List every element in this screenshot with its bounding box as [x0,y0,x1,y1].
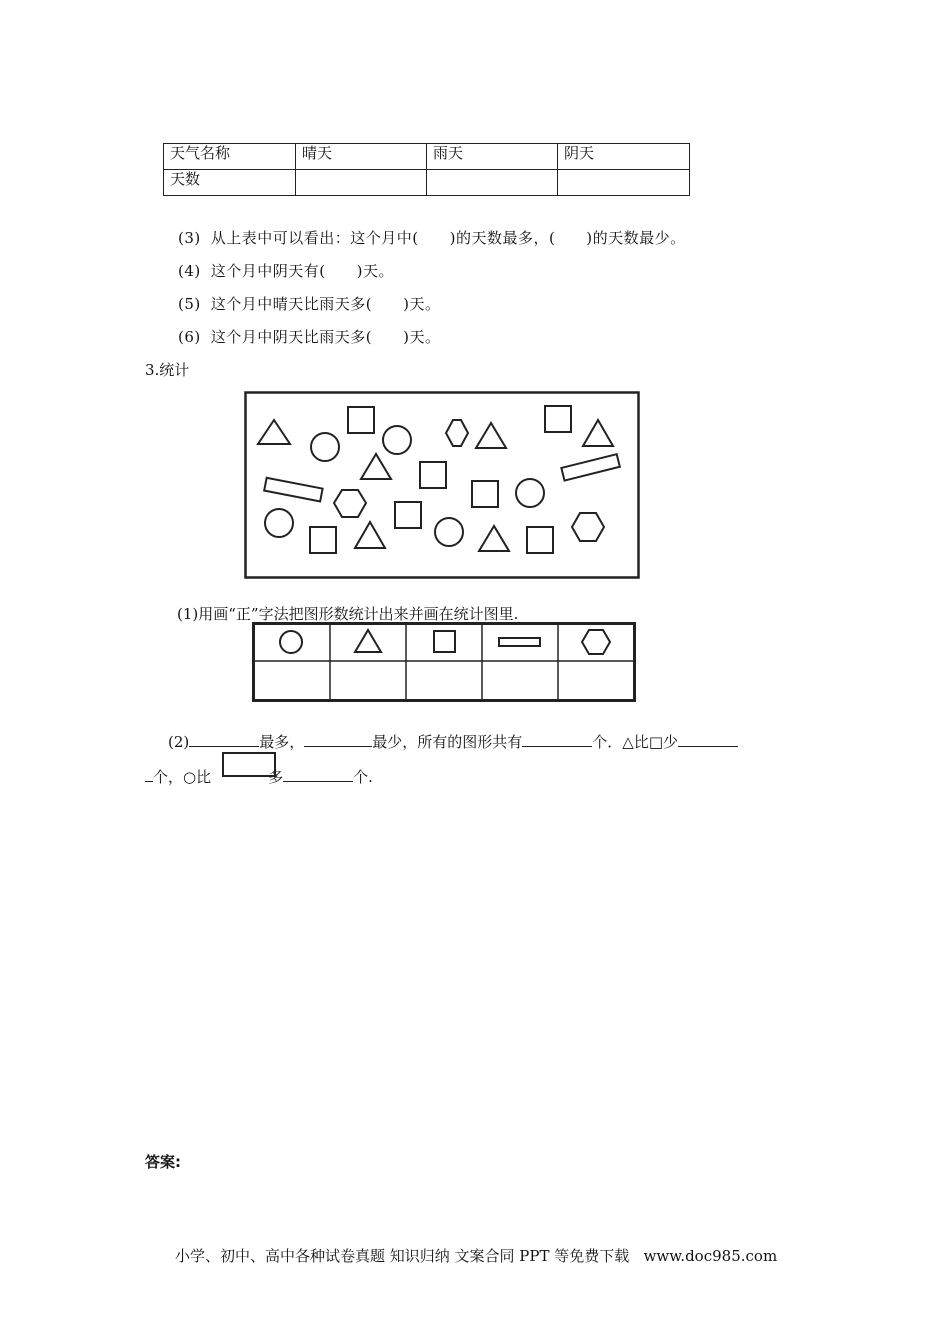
square-icon [545,406,571,432]
answer-blank[interactable] [283,765,353,782]
weather-days-sunny[interactable] [296,170,427,196]
question-text: 这个月中晴天比雨天多( )天。 [210,295,441,313]
tally-answer-row [256,663,632,699]
page-footer: 小学、初中、高中各种试卷真题 知识归纳 文案合同 PPT 等免费下载 www.doc985.com [175,1247,778,1265]
shapes-figure [244,391,640,579]
weather-header-row [164,144,690,170]
circle-icon [383,426,411,454]
question-2 [168,730,738,752]
question-text: 这个月中阴天比雨天多( )天。 [210,328,441,346]
question-text: 这个月中阴天有( )天。 [210,262,394,280]
answer-blank[interactable] [678,730,738,747]
answer-blank[interactable] [522,730,592,747]
question-3 [178,227,686,248]
hexagon-icon [446,420,468,446]
tally-cell-hexagon[interactable] [560,663,632,699]
square-icon [420,462,446,488]
circle-icon [311,433,339,461]
question-5 [178,293,440,314]
triangle-icon [355,522,385,548]
tally-cell-square[interactable] [408,663,480,699]
weather-table [163,143,690,196]
answer-blank[interactable] [145,765,153,782]
triangle-icon [361,454,391,479]
weather-header-cloudy: 阴天 [558,144,690,170]
square-icon [395,502,421,528]
weather-days-label: 天数 [164,170,296,196]
rectangle-icon [222,752,276,777]
circle-icon [265,509,293,537]
question-2-text: 多 [268,768,284,786]
square-icon [348,407,374,433]
question-6 [178,326,440,347]
weather-days-cloudy[interactable] [558,170,690,196]
section-title: 3.统计 [145,361,190,379]
question-2-prefix: (2) [168,733,190,751]
question-2-text: 最多， [259,733,305,751]
question-number: (4) [178,262,201,280]
square-icon [527,527,553,553]
triangle-icon [479,526,509,551]
question-number: (6) [178,328,201,346]
question-2-text: 个. [353,768,373,786]
circle-icon [516,479,544,507]
tally-chart [252,622,636,702]
answer-label: 答案: [145,1153,181,1171]
square-icon [434,631,455,652]
question-2-text: 个，○比 [153,768,212,786]
hexagon-icon [582,630,610,654]
square-icon [310,527,336,553]
triangle-icon [355,630,381,652]
rectangle-icon [264,478,322,502]
circle-icon [280,631,302,653]
triangle-icon [583,420,613,446]
question-2-text: 个．△比□少 [592,733,678,751]
rectangle-icon [561,454,619,480]
question-2-text: 最少，所有的图形共有 [372,733,523,751]
square-icon [472,481,498,507]
tally-cell-triangle[interactable] [332,663,404,699]
instruction-1: (1)用画“正”字法把图形数统计出来并画在统计图里. [177,605,519,623]
question-text: 从上表中可以看出：这个月中( )的天数最多，( )的天数最少。 [210,229,686,247]
weather-days-row [164,170,690,196]
tally-cell-circle[interactable] [256,663,328,699]
answer-blank[interactable] [304,730,372,747]
triangle-icon [258,420,290,444]
question-number: (3) [178,229,201,247]
tally-cell-rectangle[interactable] [484,663,556,699]
hexagon-icon [334,490,366,517]
answer-blank[interactable] [189,730,259,747]
hexagon-icon [572,513,604,541]
triangle-icon [476,423,506,448]
question-4 [178,260,394,281]
weather-days-rainy[interactable] [427,170,558,196]
question-number: (5) [178,295,201,313]
circle-icon [435,518,463,546]
weather-header-rainy: 雨天 [427,144,558,170]
rectangle-icon [499,638,540,646]
weather-header-name: 天气名称 [164,144,296,170]
weather-header-sunny: 晴天 [296,144,427,170]
